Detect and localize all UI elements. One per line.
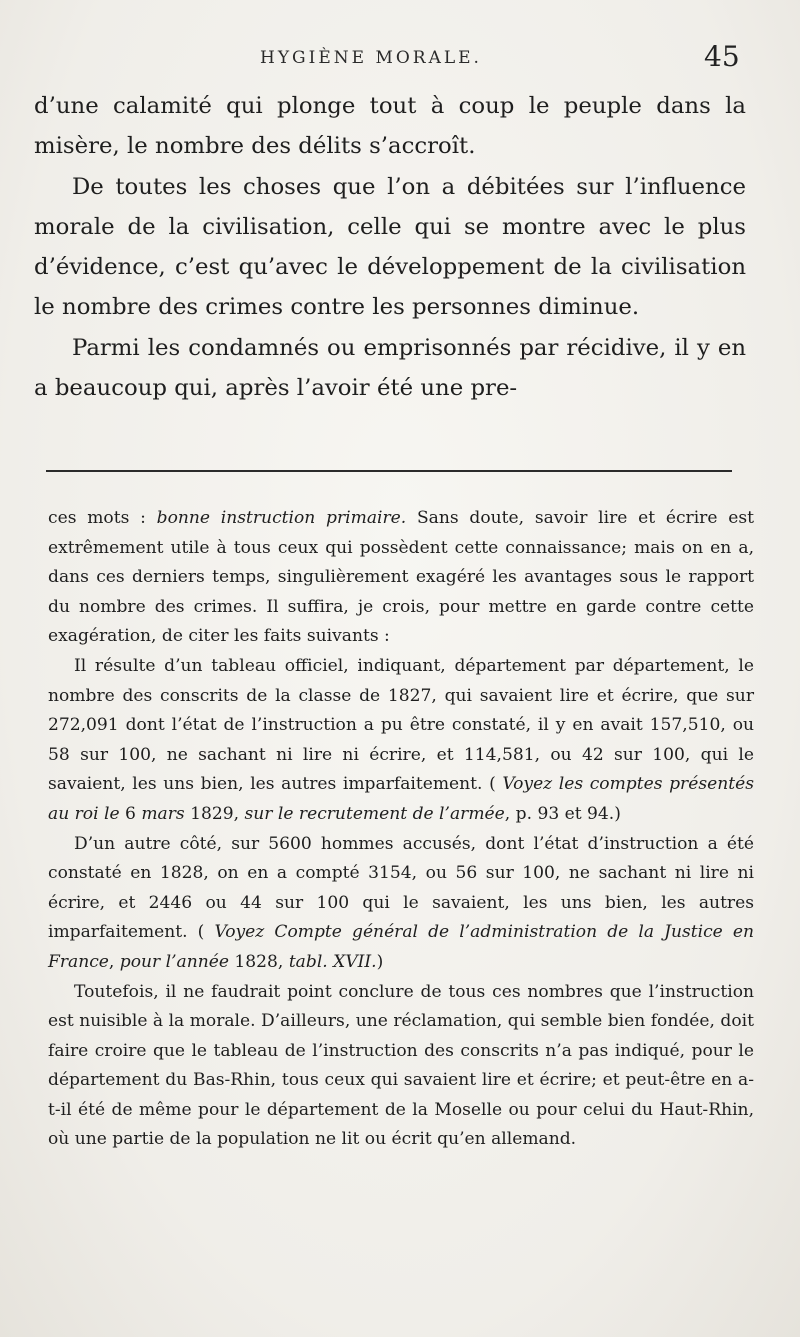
footnote-paragraph-1 — [48, 504, 754, 652]
footnote-2-italic-b: mars — [141, 803, 185, 824]
footnotes — [48, 504, 754, 1155]
paragraph-recidive: Parmi les condamnés ou emprisonnés par récidive, il y en a beaucoup qui, après l’avoir été une pre- — [34, 334, 746, 402]
footnote-1-text-b: Sans doute, savoir lire et écrire est extrêmement utile à tous ceux qui possèdent cette connaissance; mais on en a, dans ces derniers temps, singulièrement exagéré les avantages sous le rapport du nombre des crimes. Il suffira, je crois, pour mettre en garde contre cette exagération, de citer les faits suivants : — [48, 508, 754, 647]
paragraph-continuation: d’une calamité qui plonge tout à coup le peuple dans la misère, le nombre des délits s’accroît. — [34, 93, 746, 160]
footnote-3-italic-c: tabl. XVII. — [288, 951, 377, 972]
footnote-paragraph-4: Toutefois, il ne faudrait point conclure de tous ces nombres que l’instruction est nuisible à la morale. D’ailleurs, une réclamation, qui semble bien fondée, doit faire croire que le tableau de l’instruction des conscrits n’a pas indiqué, pour le département du Bas-Rhin, tous ceux qui savaient lire et écrire; et peut-être en a-t-il été de même pour le département de la Moselle ou pour celui du Haut-Rhin, où une partie de la population ne lit ou écrit qu’en allemand. — [48, 981, 754, 1150]
running-title: HYGIÈNE MORALE. — [260, 48, 482, 68]
footnote-2-text-d: , p. 93 et 94.) — [504, 803, 621, 824]
paragraph-civilisation: De toutes les choses que l’on a débitées sur l’influence morale de la civilisation, celle qui se montre avec le plus d’évidence, c’est qu’avec le développement de la civilisation le nombre des crimes contre les personnes diminue. — [34, 173, 746, 321]
footnote-1-text-a: ces mots : — [48, 508, 157, 528]
footnote-2-italic-a: Voyez les comptes présentés au roi le — [48, 774, 754, 824]
footnote-3-text-c: 1828, — [229, 951, 289, 972]
footnote-3-text-b: , — [108, 951, 120, 972]
footnote-3-text-d: ) — [376, 951, 384, 972]
footnote-paragraph-3 — [48, 830, 754, 978]
footnote-paragraph-2 — [48, 652, 754, 830]
running-head — [0, 40, 800, 80]
footnote-3-italic-b: pour l’année — [119, 951, 229, 972]
footnote-3-text-a: D’un autre côté, sur 5600 hommes accusés, dont l’état d’instruction a été constaté en 1828, on en a compté 3154, ou 56 sur 100, ne sachant ni lire ni écrire, et 2446 ou 44 sur 100 qui le savaient, les uns bien, les autres imparfaitement. ( — [48, 833, 754, 943]
footnote-3-italic-a: Voyez Compte général de l’administration de la Justice en France — [48, 922, 754, 972]
footnote-divider — [46, 470, 732, 472]
footnote-2-italic-c: sur le recrutement de l’armée — [244, 803, 505, 824]
footnote-2-text-a: Il résulte d’un tableau officiel, indiquant, département par département, le nombre des conscrits de la classe de 1827, qui savaient lire et écrire, que sur 272,091 dont l’état de l’instruction a pu être constaté, il y en avait 157,510, ou 58 sur 100, ne sachant ni lire ni écrire, et 114,581, ou 42 sur 100, qui le savaient, les uns bien, les autres imparfaitement. ( — [48, 655, 754, 795]
footnote-2-text-b: 6 — [119, 803, 142, 824]
footnote-1-italic: bonne instruction primaire. — [156, 508, 407, 528]
page-number: 45 — [704, 40, 740, 73]
footnote-2-text-c: 1829, — [184, 803, 245, 824]
main-text — [34, 86, 746, 408]
